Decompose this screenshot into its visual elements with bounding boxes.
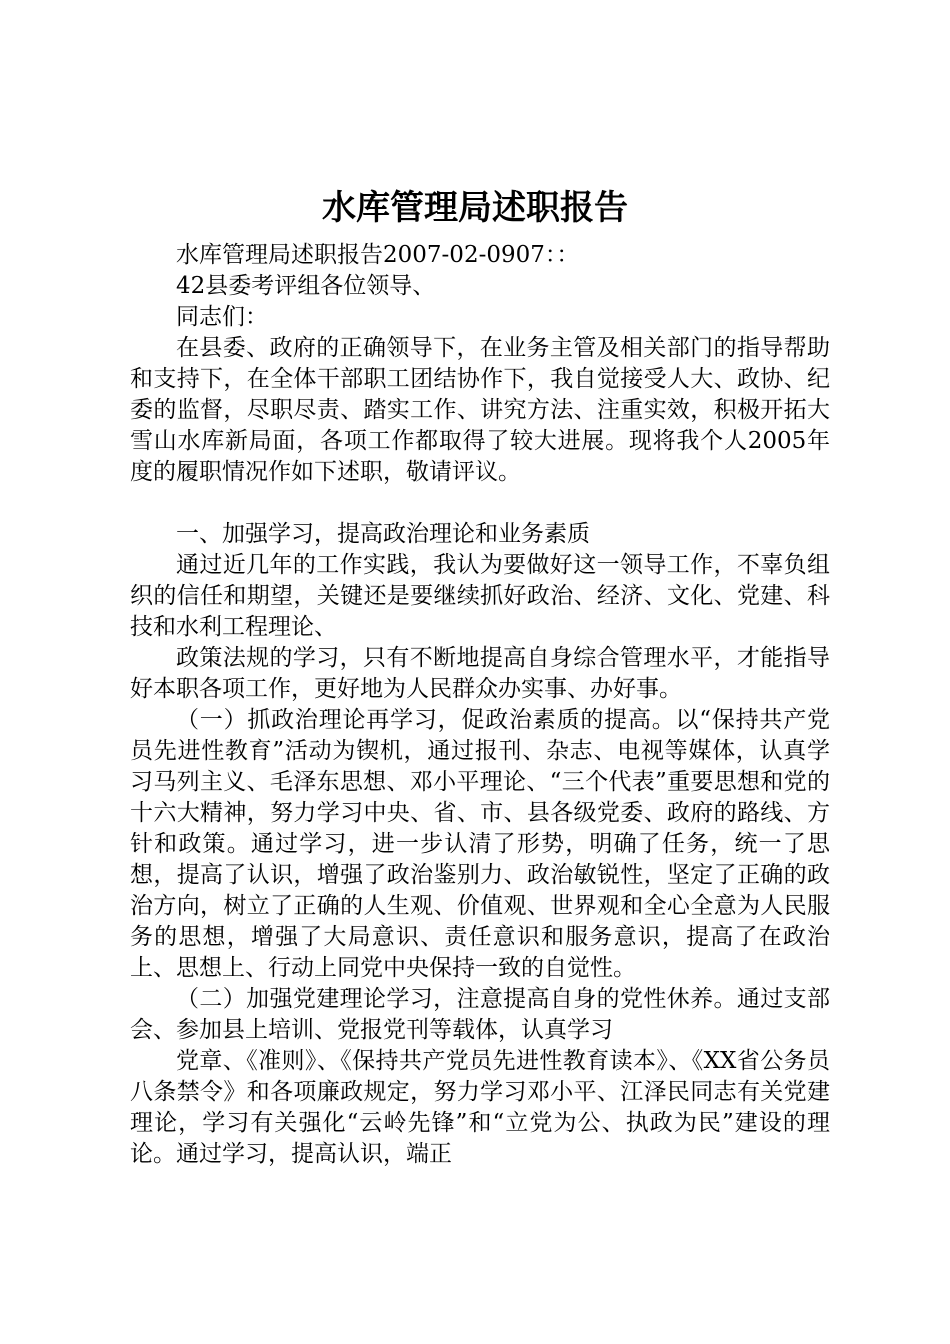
paragraph: 水库管理局述职报告2007-02-0907：：	[176, 242, 580, 268]
paragraph: 同志们：	[176, 304, 268, 330]
paragraph: 42县委考评组各位领导、	[176, 273, 436, 299]
paragraph: 政策法规的学习，只有不断地提高自身综合管理水平，才能指导好本职各项工作，更好地为人民群众办实事、办好事。	[130, 645, 830, 702]
document-title: 水库管理局述职报告	[322, 188, 628, 228]
paragraph: 在县委、政府的正确领导下，在业务主管及相关部门的指导帮助和支持下，在全体干部职工团结协作下，我自觉接受人大、政协、纪委的监督，尽职尽责、踏实工作、讲究方法、注重实效，积极开拓大雪山水库新局面，各项工作都取得了较大进展。现将我个人2005年度的履职情况作如下述职，敬请评议。	[130, 335, 830, 485]
paragraph: （一）抓政治理论再学习，促政治素质的提高。以“保持共产党员先进性教育”活动为锲机，通过报刊、杂志、电视等媒体，认真学习马列主义、毛泽东思想、邓小平理论、“三个代表”重要思想和党的十六大精神，努力学习中央、省、市、县各级党委、政府的路线、方针和政策。通过学习，进一步认清了形势，明确了任务，统一了思想，提高了认识，增强了政治鉴别力、政治敏锐性，坚定了正确的政治方向，树立了正确的人生观、价值观、世界观和全心全意为人民服务的思想，增强了大局意识、责任意识和服务意识，提高了在政治上、思想上、行动上同党中央保持一致的自觉性。	[130, 707, 830, 981]
paragraph: 通过近几年的工作实践，我认为要做好这一领导工作，不辜负组织的信任和期望，关键还是要继续抓好政治、经济、文化、党建、科技和水利工程理论、	[130, 552, 830, 640]
section-heading: 一、加强学习，提高政治理论和业务素质	[176, 521, 590, 547]
document-body	[130, 240, 830, 1170]
paragraph: （二）加强党建理论学习，注意提高自身的党性休养。通过支部会、参加县上培训、党报党刊等载体，认真学习	[130, 986, 830, 1043]
paragraph: 党章、《准则》、《保持共产党员先进性教育读本》、《XX省公务员八条禁令》和各项廉政规定，努力学习邓小平、江泽民同志有关党建理论，学习有关强化“云岭先锋”和“立党为公、执政为民”建设的理论。通过学习，提高认识，端正	[130, 1048, 830, 1167]
